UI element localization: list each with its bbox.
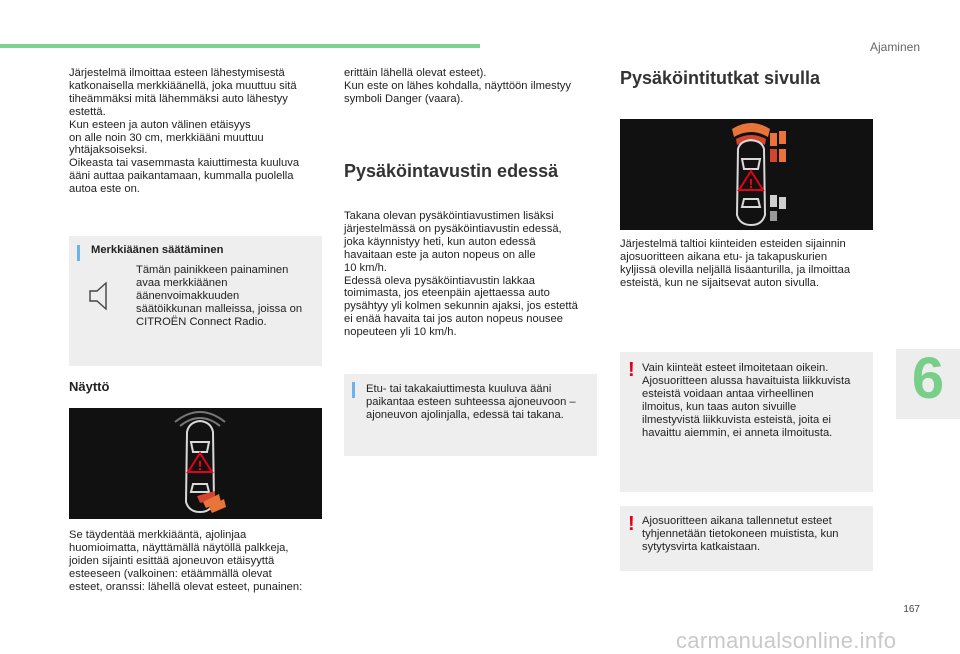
warning-text-2: Ajosuoritteen aikana tallennetut esteet tyhjennetään tietokoneen muistista, kun sytytysvirta katkaistaan. [642, 515, 839, 553]
volume-note-box [69, 236, 322, 366]
side-radar-text: Järjestelmä taltioi kiinteiden esteiden sijainnin ajosuoritteen aikana etu- ja takapuskurien kyljissä olevilla neljällä lisäanturilla, ja ilmoittaa esteistä, kun ne sijaitsevat auton sivulla. [620, 238, 851, 289]
warning-text-1: Vain kiinteät esteet ilmoitetaan oikein. Ajosuoritteen alussa havaituista liikkuvista esteistä voidaan antaa virheellinen ilmoitus, kun taas auton sivuille ilmestyvistä liikkuvista esteistä, joita ei havaittu aiemmin, ei anneta ilmoitusta. [642, 362, 851, 439]
display-caption: Se täydentää merkkiääntä, ajolinjaa huomioimatta, näyttämällä näytöllä palkkeja, joiden sijainti esittää ajoneuvon etäisyyttä esteeseen (valkoinen: etäämmällä olevat esteet, oranssi: lähellä olevat esteet, punainen: [69, 529, 303, 593]
speaker-note-box [344, 374, 597, 456]
front-assist-heading: Pysäköintavustin edessä [344, 161, 559, 181]
side-radar-illustration [620, 119, 873, 230]
continuation-paragraph: erittäin lähellä olevat esteet). Kun este on lähes kohdalla, näyttöön ilmestyy symboli Danger (vaara). [344, 67, 571, 105]
note-title: Merkkiäänen säätäminen [91, 244, 224, 256]
display-heading: Näyttö [69, 379, 110, 394]
front-assist-text: Takana olevan pysäköintiavustimen lisäksi järjestelmässä on pysäköintiavustin edessä, joka käynnistyy heti, kun auton edessä havaitaan este ja auton nopeus on alle 10 km/h. Edessä oleva pysäköintiavustin lakkaa toimimasta, jos eteenpäin ajettaessa auto pysähtyy yli kolmen sekunnin ajaksi, jos estettä ei enää havaita tai jos auton nopeus nousee nopeuteen yli 10 km/h. [344, 210, 578, 339]
watermark: carmanualsonline.info [676, 628, 897, 653]
warning-box-2 [620, 506, 873, 571]
header-accent-bar [0, 44, 480, 48]
note-text: Tämän painikkeen painaminen avaa merkkiäänen äänenvoimakkuuden säätöikkunan malleissa, joissa on CITROËN Connect Radio. [136, 264, 303, 328]
svg-text:!: ! [197, 459, 203, 473]
side-radar-heading: Pysäköintitutkat sivulla [620, 68, 821, 88]
warning-box-1 [620, 352, 873, 492]
info-icon [352, 382, 355, 398]
section-title: Ajaminen [869, 40, 920, 54]
svg-text:!: ! [748, 177, 754, 191]
page-number: 167 [903, 604, 920, 615]
speaker-note-text: Etu- tai takakaiuttimesta kuuluva ääni paikantaa esteen suhteessa ajoneuvoon – ajoneuvon ajolinjalla, edessä tai takana. [366, 383, 576, 421]
warning-icon: ! [628, 359, 635, 381]
display-illustration [69, 408, 322, 519]
info-icon [77, 245, 80, 261]
warning-icon: ! [628, 513, 635, 535]
intro-paragraph: Järjestelmä ilmoittaa esteen lähestymisestä katkonaisella merkkiäänellä, joka muuttuu sitä tiheämmäksi mitä lähemmäksi auto lähestyy estettä. Kun esteen ja auton välinen etäisyys on alle noin 30 cm, merkkiääni muuttuu yhtäjaksoiseksi. Oikeasta tai vasemmasta kaiuttimesta kuuluva ääni auttaa paikantamaan, kummalla puolella autoa este on. [69, 67, 300, 196]
speaker-icon [87, 280, 115, 312]
chapter-number: 6 [911, 346, 945, 411]
